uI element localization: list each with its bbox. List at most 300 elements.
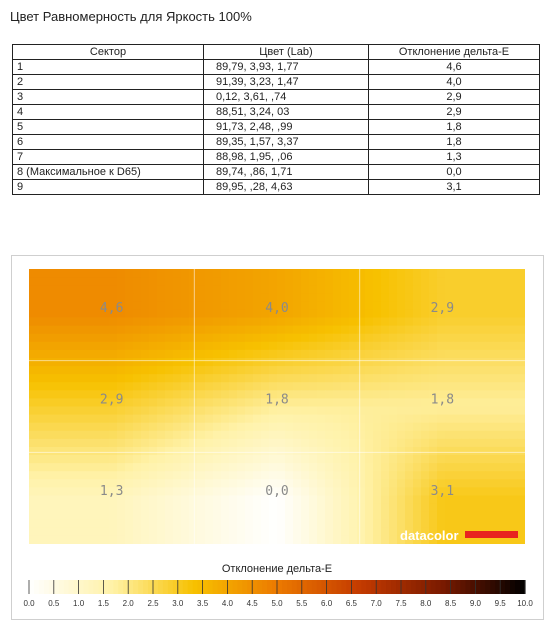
heatmap-cell — [389, 495, 398, 504]
colorbar-tick-label: 6.0 — [321, 599, 333, 608]
heatmap-cell — [269, 407, 278, 416]
heatmap-cell — [37, 407, 46, 416]
heatmap-cell — [365, 495, 374, 504]
heatmap-cell — [205, 342, 214, 351]
heatmap-cell — [517, 471, 526, 480]
heatmap-cell — [285, 277, 294, 286]
heatmap-cell — [421, 318, 430, 327]
heatmap-cell — [389, 447, 398, 456]
heatmap-cell — [301, 479, 310, 488]
heatmap-cell — [277, 318, 286, 327]
heatmap-cell — [205, 326, 214, 335]
heatmap-cell — [237, 536, 246, 545]
heatmap-cell — [501, 423, 510, 432]
heatmap-cell — [301, 358, 310, 367]
heatmap-cell — [373, 415, 382, 424]
heatmap-cell — [181, 447, 190, 456]
heatmap-cell — [37, 293, 46, 302]
heatmap-cell — [349, 471, 358, 480]
heatmap-cell — [117, 415, 126, 424]
heatmap-cell — [245, 528, 254, 537]
heatmap-cell — [485, 382, 494, 391]
colorbar-segment — [465, 580, 471, 594]
heatmap-cell — [421, 390, 430, 399]
heatmap-cell — [101, 358, 110, 367]
heatmap-cell — [469, 463, 478, 472]
heatmap-cell — [333, 536, 342, 545]
heatmap-cell — [325, 536, 334, 545]
heatmap-cell — [429, 342, 438, 351]
heatmap-cell — [237, 390, 246, 399]
heatmap-cell — [469, 439, 478, 448]
heatmap-cell — [421, 293, 430, 302]
heatmap-cell — [245, 455, 254, 464]
sector-cell: 7 — [13, 150, 204, 165]
heatmap-cell — [45, 528, 54, 537]
heatmap-cell — [77, 423, 86, 432]
heatmap-cell — [477, 520, 486, 529]
heatmap-cell — [349, 342, 358, 351]
heatmap-cell — [181, 309, 190, 318]
heatmap-cell — [453, 350, 462, 359]
heatmap-cell — [501, 455, 510, 464]
heatmap-cell — [445, 504, 454, 513]
heatmap-cell — [165, 269, 174, 278]
heatmap-cell — [237, 415, 246, 424]
heatmap-cell — [349, 528, 358, 537]
heatmap-cell — [77, 334, 86, 343]
heatmap-cell — [469, 382, 478, 391]
heatmap-cell — [149, 455, 158, 464]
heatmap-cell — [413, 366, 422, 375]
heatmap-cell — [237, 431, 246, 440]
heatmap-cell — [117, 504, 126, 513]
heatmap-cell — [365, 463, 374, 472]
heatmap-cell — [45, 390, 54, 399]
heatmap-cell — [501, 398, 510, 407]
heatmap-cell — [293, 301, 302, 310]
heatmap-cell — [485, 471, 494, 480]
heatmap-cell — [277, 447, 286, 456]
heatmap-cell — [109, 334, 118, 343]
heatmap-cell — [509, 350, 518, 359]
sector-value-label: 4,6 — [99, 300, 124, 316]
heatmap-cell — [373, 390, 382, 399]
heatmap-cell — [245, 382, 254, 391]
heatmap-cell — [45, 309, 54, 318]
heatmap-cell — [421, 342, 430, 351]
heatmap-cell — [341, 382, 350, 391]
heatmap-cell — [213, 528, 222, 537]
heatmap-cell — [181, 318, 190, 327]
heatmap-cell — [189, 415, 198, 424]
heatmap-cell — [421, 374, 430, 383]
heatmap-cell — [389, 382, 398, 391]
heatmap-cell — [333, 358, 342, 367]
heatmap-cell — [397, 318, 406, 327]
heatmap-cell — [485, 512, 494, 521]
colorbar-tick-label: 3.0 — [172, 599, 184, 608]
heatmap-cell — [189, 471, 198, 480]
heatmap-cell — [269, 471, 278, 480]
heatmap-cell — [461, 342, 470, 351]
heatmap-cell — [421, 431, 430, 440]
heatmap-cell — [365, 471, 374, 480]
heatmap-cell — [349, 334, 358, 343]
heatmap-cell — [301, 528, 310, 537]
heatmap-cell — [477, 277, 486, 286]
heatmap-cell — [373, 423, 382, 432]
heatmap-cell — [149, 342, 158, 351]
heatmap-cell — [349, 455, 358, 464]
heatmap-cell — [485, 269, 494, 278]
heatmap-cell — [93, 285, 102, 294]
heatmap-cell — [477, 301, 486, 310]
heatmap-cell — [253, 471, 262, 480]
heatmap-cell — [325, 366, 334, 375]
heatmap-cell — [37, 390, 46, 399]
heatmap-cell — [341, 350, 350, 359]
heatmap-cell — [389, 301, 398, 310]
heatmap-cell — [485, 423, 494, 432]
heatmap-cell — [173, 350, 182, 359]
heatmap-cell — [245, 342, 254, 351]
colorbar-segment — [203, 580, 209, 594]
heatmap-cell — [197, 431, 206, 440]
heatmap-cell — [349, 293, 358, 302]
heatmap-cell — [117, 447, 126, 456]
heatmap-cell — [181, 520, 190, 529]
colorbar-segment — [108, 580, 114, 594]
heatmap-cell — [53, 269, 62, 278]
heatmap-cell — [205, 390, 214, 399]
heatmap-cell — [229, 528, 238, 537]
heatmap-cell — [317, 398, 326, 407]
heatmap-cell — [253, 447, 262, 456]
heatmap-cell — [421, 439, 430, 448]
heatmap-cell — [453, 479, 462, 488]
heatmap-cell — [197, 423, 206, 432]
heatmap-cell — [61, 439, 70, 448]
heatmap-cell — [517, 398, 526, 407]
heatmap-cell — [301, 487, 310, 496]
colorbar-tick-label: 1.0 — [73, 599, 85, 608]
heatmap-cell — [245, 309, 254, 318]
heatmap-cell — [61, 390, 70, 399]
heatmap-cell — [285, 269, 294, 278]
heatmap-cell — [29, 269, 38, 278]
heatmap-cell — [341, 455, 350, 464]
heatmap-cell — [189, 479, 198, 488]
heatmap-cell — [437, 334, 446, 343]
heatmap-cell — [173, 536, 182, 545]
heatmap-cell — [37, 447, 46, 456]
heatmap-cell — [453, 326, 462, 335]
heatmap-cell — [429, 439, 438, 448]
heatmap-cell — [181, 423, 190, 432]
heatmap-cell — [381, 350, 390, 359]
heatmap-cell — [357, 350, 366, 359]
heatmap-cell — [509, 285, 518, 294]
heatmap-cell — [269, 536, 278, 545]
heatmap-cell — [141, 366, 150, 375]
heatmap-cell — [29, 366, 38, 375]
heatmap-cell — [157, 334, 166, 343]
heatmap-cell — [381, 423, 390, 432]
heatmap-cell — [173, 293, 182, 302]
heatmap-cell — [93, 536, 102, 545]
heatmap-cell — [181, 390, 190, 399]
heatmap-cell — [341, 326, 350, 335]
heatmap-cell — [29, 318, 38, 327]
heatmap-cell — [117, 285, 126, 294]
heatmap-cell — [165, 495, 174, 504]
heatmap-cell — [421, 415, 430, 424]
heatmap-cell — [389, 398, 398, 407]
heatmap-cell — [421, 366, 430, 375]
heatmap-cell — [349, 318, 358, 327]
heatmap-cell — [405, 366, 414, 375]
heatmap-cell — [205, 374, 214, 383]
heatmap-cell — [85, 285, 94, 294]
colorbar-segment — [262, 580, 268, 594]
heatmap-cell — [237, 495, 246, 504]
heatmap-cell — [181, 342, 190, 351]
heatmap-cell — [381, 374, 390, 383]
heatmap-cell — [61, 520, 70, 529]
colorbar-tick-label: 5.0 — [271, 599, 283, 608]
heatmap-cell — [373, 301, 382, 310]
heatmap-cell — [469, 415, 478, 424]
heatmap-cell — [325, 285, 334, 294]
heatmap-cell — [141, 495, 150, 504]
heatmap-cell — [205, 277, 214, 286]
heatmap-cell — [373, 285, 382, 294]
heatmap-cell — [509, 431, 518, 440]
heatmap-cell — [437, 358, 446, 367]
heatmap-cell — [405, 479, 414, 488]
heatmap-cell — [341, 520, 350, 529]
heatmap-cell — [397, 374, 406, 383]
heatmap-cell — [341, 463, 350, 472]
heatmap-cell — [29, 536, 38, 545]
colorbar-segment — [89, 580, 95, 594]
heatmap-cell — [85, 528, 94, 537]
heatmap-cell — [421, 285, 430, 294]
heatmap-cell — [85, 334, 94, 343]
heatmap-cell — [181, 277, 190, 286]
heatmap-cell — [141, 487, 150, 496]
heatmap-cell — [229, 350, 238, 359]
delta-e-cell: 1,8 — [369, 135, 540, 150]
heatmap-cell — [373, 520, 382, 529]
heatmap-cell — [493, 423, 502, 432]
heatmap-cell — [461, 366, 470, 375]
heatmap-cell — [365, 318, 374, 327]
heatmap-cell — [125, 269, 134, 278]
heatmap-cell — [429, 471, 438, 480]
heatmap-cell — [213, 447, 222, 456]
heatmap-cell — [221, 407, 230, 416]
heatmap-cell — [469, 366, 478, 375]
heatmap-cell — [245, 504, 254, 513]
colorbar-segment — [128, 580, 134, 594]
heatmap-cell — [261, 431, 270, 440]
heatmap-cell — [429, 455, 438, 464]
heatmap-cell — [373, 407, 382, 416]
heatmap-cell — [517, 455, 526, 464]
heatmap-cell — [93, 407, 102, 416]
heatmap-cell — [229, 342, 238, 351]
heatmap-cell — [77, 285, 86, 294]
colorbar-segment — [158, 580, 164, 594]
heatmap-cell — [93, 326, 102, 335]
heatmap-cell — [213, 374, 222, 383]
heatmap-cell — [461, 471, 470, 480]
heatmap-cell — [125, 366, 134, 375]
heatmap-cell — [173, 463, 182, 472]
colorbar-tick-label: 9.5 — [494, 599, 506, 608]
colorbar-segment — [282, 580, 288, 594]
heatmap-cell — [341, 301, 350, 310]
heatmap-cell — [109, 407, 118, 416]
colorbar-segment — [351, 580, 357, 594]
heatmap-cell — [221, 528, 230, 537]
heatmap-cell — [29, 390, 38, 399]
heatmap-cell — [37, 520, 46, 529]
heatmap-cell — [365, 358, 374, 367]
heatmap-cell — [197, 366, 206, 375]
heatmap-cell — [301, 277, 310, 286]
heatmap-cell — [29, 382, 38, 391]
heatmap-cell — [389, 520, 398, 529]
heatmap-cell — [285, 447, 294, 456]
heatmap-cell — [181, 334, 190, 343]
heatmap-cell — [357, 504, 366, 513]
heatmap-cell — [309, 512, 318, 521]
heatmap-cell — [77, 455, 86, 464]
heatmap-cell — [453, 390, 462, 399]
heatmap-cell — [29, 293, 38, 302]
heatmap-cell — [237, 504, 246, 513]
heatmap-cell — [221, 520, 230, 529]
heatmap-cell — [221, 358, 230, 367]
heatmap-cell — [29, 455, 38, 464]
heatmap-cell — [181, 398, 190, 407]
heatmap-cell — [501, 495, 510, 504]
heatmap-cell — [133, 463, 142, 472]
heatmap-cell — [237, 463, 246, 472]
heatmap-cell — [437, 455, 446, 464]
heatmap-cell — [245, 358, 254, 367]
heatmap-cell — [69, 455, 78, 464]
heatmap-cell — [77, 520, 86, 529]
heatmap-cell — [493, 277, 502, 286]
heatmap-cell — [301, 520, 310, 529]
heatmap-cell — [109, 536, 118, 545]
heatmap-cell — [309, 536, 318, 545]
heatmap-cell — [445, 447, 454, 456]
heatmap-cell — [85, 439, 94, 448]
heatmap-cell — [413, 423, 422, 432]
heatmap-cell — [517, 463, 526, 472]
heatmap-cell — [509, 269, 518, 278]
heatmap-cell — [173, 407, 182, 416]
heatmap-cell — [421, 423, 430, 432]
heatmap-cell — [325, 415, 334, 424]
heatmap-cell — [69, 447, 78, 456]
heatmap-cell — [469, 398, 478, 407]
heatmap-cell — [61, 415, 70, 424]
heatmap-cell — [77, 407, 86, 416]
heatmap-cell — [181, 536, 190, 545]
heatmap-cell — [229, 479, 238, 488]
heatmap-cell — [237, 285, 246, 294]
heatmap-cell — [125, 334, 134, 343]
heatmap-cell — [69, 471, 78, 480]
heatmap-cell — [157, 358, 166, 367]
heatmap-cell — [269, 431, 278, 440]
heatmap-cell — [365, 301, 374, 310]
heatmap-cell — [221, 495, 230, 504]
sector-value-label: 2,9 — [99, 392, 124, 408]
heatmap-cell — [333, 334, 342, 343]
heatmap-cell — [253, 301, 262, 310]
heatmap-cell — [373, 398, 382, 407]
heatmap-cell — [165, 407, 174, 416]
heatmap-cell — [101, 520, 110, 529]
heatmap-cell — [477, 415, 486, 424]
heatmap-cell — [253, 398, 262, 407]
heatmap-cell — [189, 463, 198, 472]
heatmap-cell — [389, 309, 398, 318]
heatmap-cell — [69, 293, 78, 302]
heatmap-cell — [149, 269, 158, 278]
heatmap-cell — [277, 366, 286, 375]
heatmap-cell — [261, 285, 270, 294]
heatmap-cell — [309, 326, 318, 335]
heatmap-cell — [461, 487, 470, 496]
heatmap-cell — [213, 382, 222, 391]
heatmap-cell — [173, 431, 182, 440]
heatmap-cell — [93, 350, 102, 359]
heatmap-cell — [405, 455, 414, 464]
heatmap-cell — [285, 374, 294, 383]
heatmap-cell — [141, 293, 150, 302]
heatmap-cell — [253, 423, 262, 432]
heatmap-cell — [309, 471, 318, 480]
heatmap-cell — [365, 479, 374, 488]
heatmap-cell — [293, 455, 302, 464]
heatmap-cell — [301, 504, 310, 513]
heatmap-cell — [77, 293, 86, 302]
heatmap-cell — [29, 301, 38, 310]
heatmap-cell — [357, 374, 366, 383]
heatmap-cell — [509, 358, 518, 367]
heatmap-cell — [85, 536, 94, 545]
heatmap-cell — [301, 366, 310, 375]
heatmap-cell — [61, 366, 70, 375]
heatmap-cell — [285, 366, 294, 375]
heatmap-cell — [157, 285, 166, 294]
heatmap-cell — [477, 358, 486, 367]
heatmap-cell — [141, 309, 150, 318]
heatmap-cell — [245, 285, 254, 294]
heatmap-cell — [229, 390, 238, 399]
colorbar-segment — [213, 580, 219, 594]
heatmap-cell — [237, 528, 246, 537]
heatmap-cell — [213, 487, 222, 496]
